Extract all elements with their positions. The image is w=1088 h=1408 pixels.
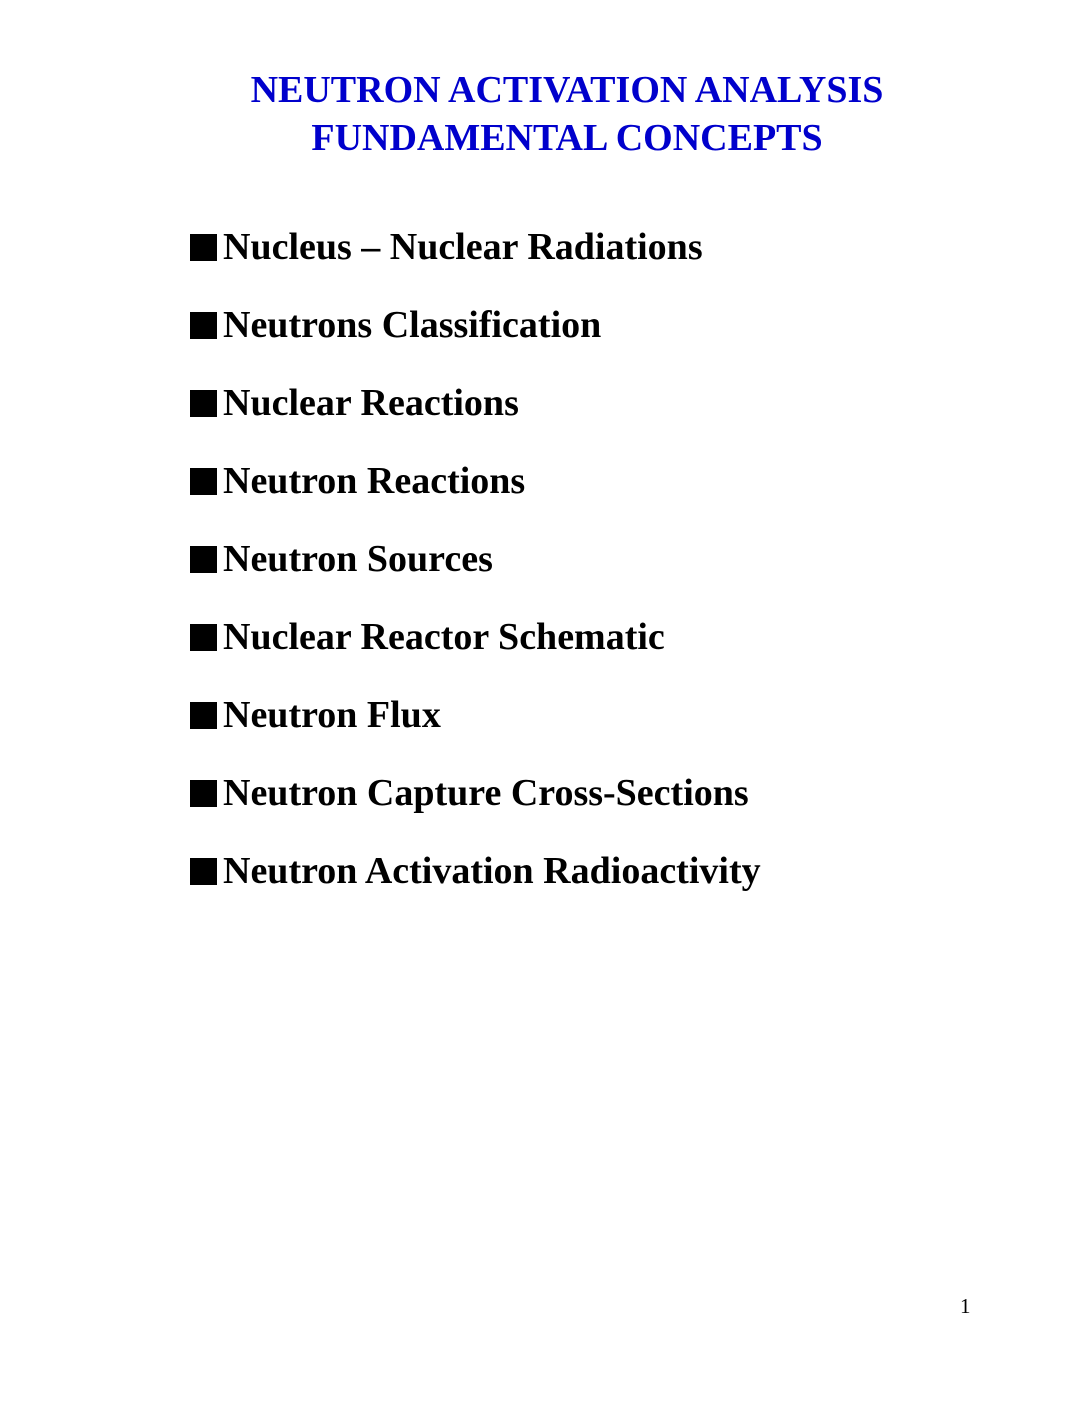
topic-label: Nuclear Reactor Schematic	[223, 616, 665, 658]
topic-label: Nucleus – Nuclear Radiations	[223, 226, 703, 268]
topic-list	[190, 208, 761, 910]
page-number: 1	[960, 1294, 971, 1318]
topic-label: Nuclear Reactions	[223, 382, 519, 424]
black-square-icon	[190, 468, 217, 495]
topic-label: Neutron Activation Radioactivity	[223, 850, 761, 892]
topic-item-nuclear-reactor-schematic	[190, 598, 761, 676]
black-square-icon	[190, 546, 217, 573]
topic-label: Neutron Sources	[223, 538, 493, 580]
topic-item-neutrons-classification	[190, 286, 761, 364]
topic-label: Neutron Capture Cross-Sections	[223, 772, 749, 814]
page-title	[0, 66, 1088, 162]
black-square-icon	[190, 234, 217, 261]
black-square-icon	[190, 624, 217, 651]
black-square-icon	[190, 780, 217, 807]
topic-item-neutron-sources	[190, 520, 761, 598]
topic-item-neutron-reactions	[190, 442, 761, 520]
black-square-icon	[190, 390, 217, 417]
black-square-icon	[190, 702, 217, 729]
topic-item-neutron-activation-radioactivity	[190, 832, 761, 910]
topic-item-neutron-capture-cross-sections	[190, 754, 761, 832]
title-line-2: FUNDAMENTAL CONCEPTS	[311, 117, 823, 159]
topic-label: Neutrons Classification	[223, 304, 602, 346]
topic-item-neutron-flux	[190, 676, 761, 754]
topic-item-nucleus	[190, 208, 761, 286]
black-square-icon	[190, 312, 217, 339]
title-line-1: NEUTRON ACTIVATION ANALYSIS	[250, 69, 884, 111]
topic-label: Neutron Reactions	[223, 460, 526, 502]
black-square-icon	[190, 858, 217, 885]
topic-item-nuclear-reactions	[190, 364, 761, 442]
topic-label: Neutron Flux	[223, 694, 441, 736]
